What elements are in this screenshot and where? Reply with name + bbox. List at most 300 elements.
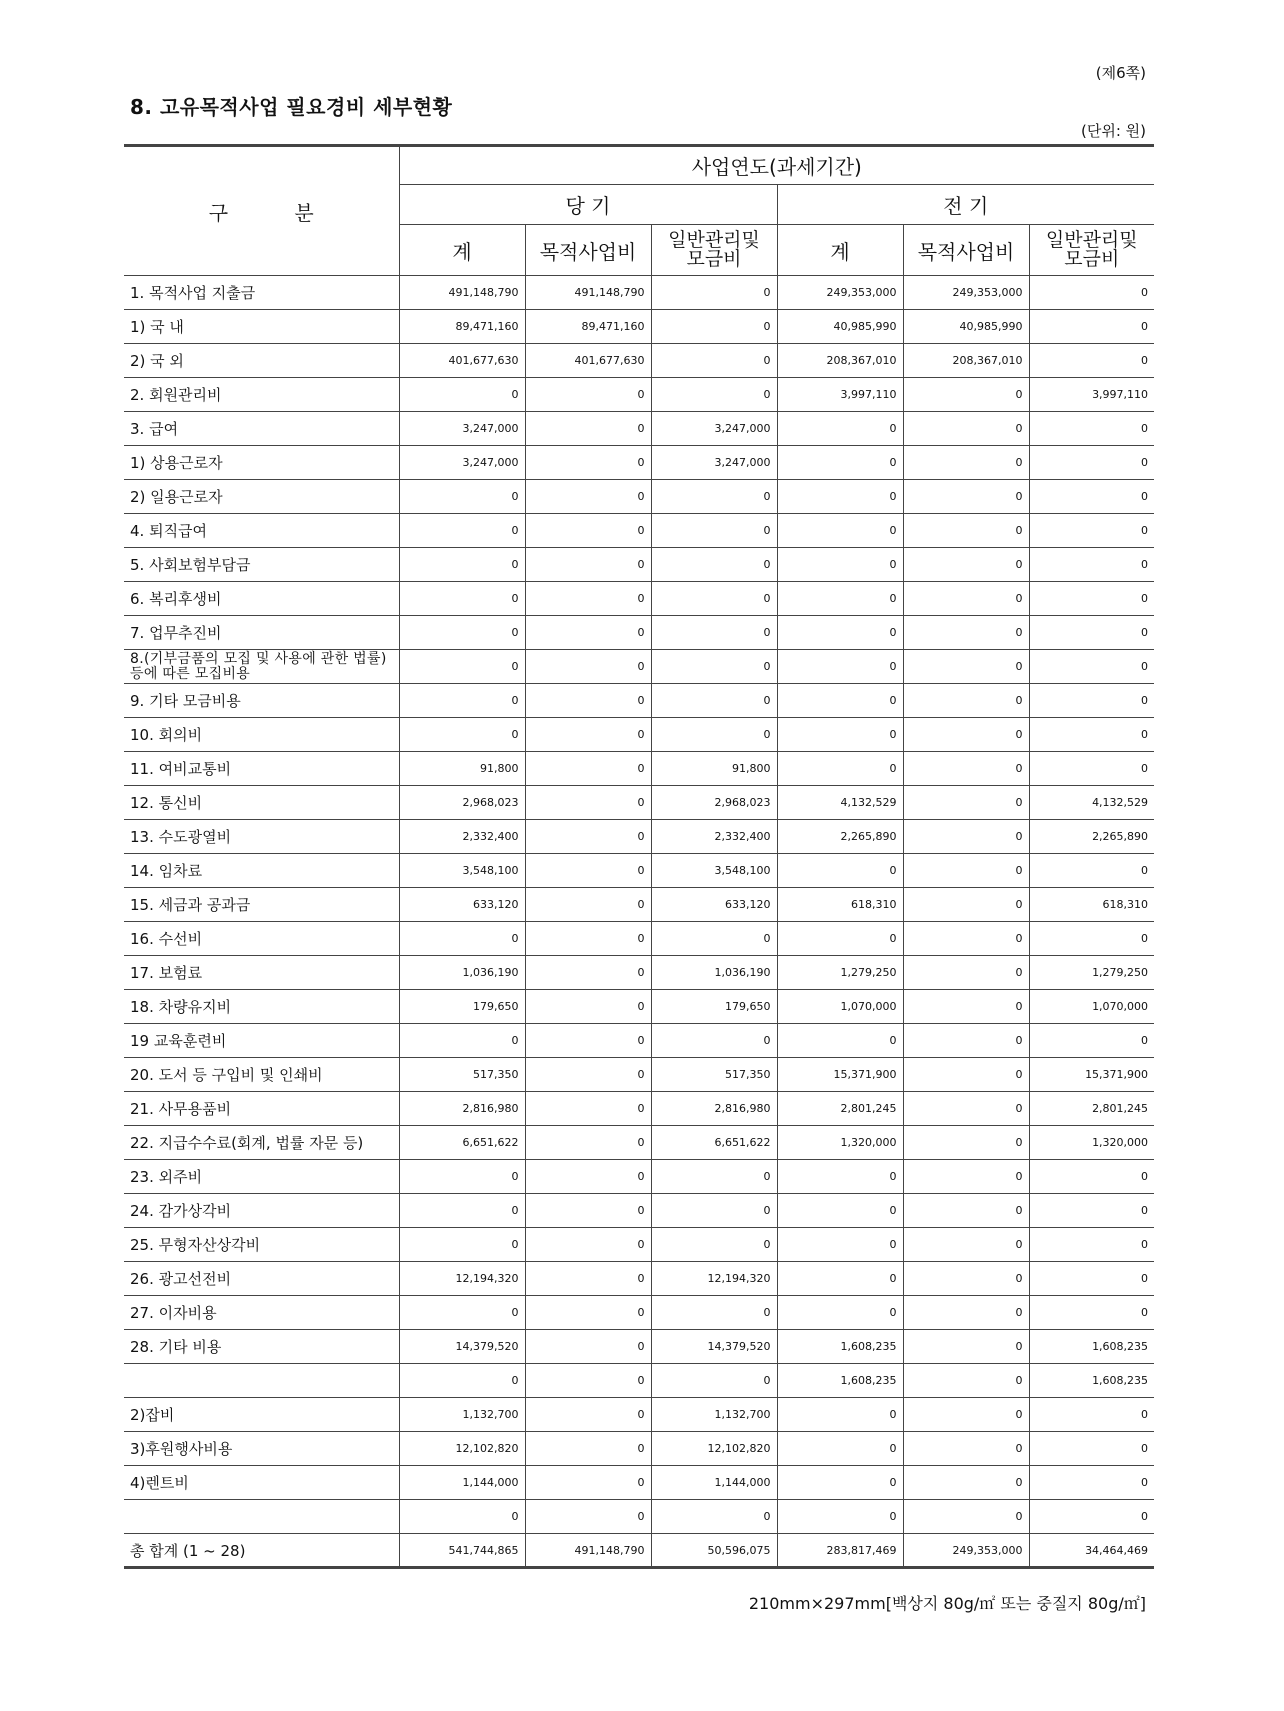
row-value: 0: [651, 378, 777, 412]
row-value: 0: [1029, 276, 1154, 310]
table-row: [124, 616, 1154, 650]
row-value: 0: [777, 752, 903, 786]
row-value: 0: [525, 1262, 651, 1296]
row-value: 0: [903, 1398, 1029, 1432]
row-value: 0: [777, 1296, 903, 1330]
row-value: 401,677,630: [399, 344, 525, 378]
row-value: 0: [903, 718, 1029, 752]
row-value: 0: [1029, 514, 1154, 548]
row-value: 50,596,075: [651, 1534, 777, 1568]
row-value: 0: [1029, 446, 1154, 480]
page-title: 8. 고유목적사업 필요경비 세부현황: [130, 95, 453, 119]
previous-period-header: 전 기: [777, 185, 1154, 225]
row-value: 541,744,865: [399, 1534, 525, 1568]
row-value: 0: [651, 514, 777, 548]
row-value: 0: [1029, 1262, 1154, 1296]
row-label: 26. 광고선전비: [124, 1262, 399, 1296]
row-value: 0: [399, 1024, 525, 1058]
table-row: [124, 1228, 1154, 1262]
table-row: [124, 412, 1154, 446]
table-row: [124, 1194, 1154, 1228]
row-value: 0: [777, 616, 903, 650]
row-value: 1,608,235: [1029, 1330, 1154, 1364]
row-value: 0: [651, 310, 777, 344]
row-value: 0: [651, 1160, 777, 1194]
row-value: 0: [903, 1432, 1029, 1466]
row-value: 0: [525, 922, 651, 956]
row-value: 2,265,890: [1029, 820, 1154, 854]
row-value: 0: [399, 1228, 525, 1262]
row-label: 23. 외주비: [124, 1160, 399, 1194]
table-row: [124, 786, 1154, 820]
row-value: 0: [1029, 684, 1154, 718]
table-row: [124, 922, 1154, 956]
row-value: 0: [777, 446, 903, 480]
row-value: 1,036,190: [399, 956, 525, 990]
table-row: [124, 1466, 1154, 1500]
row-value: 12,102,820: [399, 1432, 525, 1466]
row-value: 0: [525, 1500, 651, 1534]
expense-table: [124, 144, 1154, 1569]
row-value: 0: [399, 378, 525, 412]
row-value: 0: [1029, 344, 1154, 378]
row-value: 0: [525, 1024, 651, 1058]
row-label: 15. 세금과 공과금: [124, 888, 399, 922]
row-label: 20. 도서 등 구입비 및 인쇄비: [124, 1058, 399, 1092]
row-value: 0: [525, 548, 651, 582]
table-row: [124, 514, 1154, 548]
row-value: 0: [651, 548, 777, 582]
row-value: 0: [399, 1194, 525, 1228]
row-value: 0: [1029, 1194, 1154, 1228]
row-label: 8.(기부금품의 모집 및 사용에 관한 법률) 등에 따른 모집비용: [124, 650, 399, 684]
row-value: 0: [525, 1058, 651, 1092]
table-row: [124, 718, 1154, 752]
col-purpose-previous: 목적사업비: [903, 225, 1029, 276]
row-value: 0: [1029, 1398, 1154, 1432]
table-row: [124, 1296, 1154, 1330]
row-value: 0: [525, 888, 651, 922]
row-value: 0: [903, 548, 1029, 582]
row-value: 2,968,023: [651, 786, 777, 820]
row-value: 0: [525, 786, 651, 820]
row-value: 0: [1029, 1160, 1154, 1194]
row-value: 0: [525, 446, 651, 480]
row-label: 6. 복리후생비: [124, 582, 399, 616]
row-value: 0: [1029, 718, 1154, 752]
row-value: 89,471,160: [525, 310, 651, 344]
col-total-previous: 계: [777, 225, 903, 276]
row-value: 1,144,000: [399, 1466, 525, 1500]
row-value: 0: [525, 480, 651, 514]
row-value: 0: [651, 1364, 777, 1398]
row-value: 0: [777, 412, 903, 446]
row-value: 40,985,990: [777, 310, 903, 344]
row-value: 0: [903, 514, 1029, 548]
row-value: 0: [903, 854, 1029, 888]
row-value: 1,279,250: [1029, 956, 1154, 990]
row-value: 91,800: [399, 752, 525, 786]
row-value: 0: [525, 1364, 651, 1398]
row-value: 0: [399, 1364, 525, 1398]
row-value: 0: [651, 480, 777, 514]
row-value: 0: [399, 514, 525, 548]
row-value: 0: [525, 1432, 651, 1466]
row-value: 0: [903, 752, 1029, 786]
row-value: 0: [651, 582, 777, 616]
row-value: 3,548,100: [651, 854, 777, 888]
row-value: 0: [1029, 310, 1154, 344]
row-value: 1,132,700: [651, 1398, 777, 1432]
row-value: 633,120: [399, 888, 525, 922]
fiscal-year-header: 사업연도(과세기간): [399, 146, 1154, 185]
page-number: (제6쪽): [1095, 64, 1146, 82]
row-value: 0: [903, 1126, 1029, 1160]
row-label: 12. 통신비: [124, 786, 399, 820]
row-value: 0: [903, 1296, 1029, 1330]
row-value: 0: [525, 990, 651, 1024]
row-value: 1,036,190: [651, 956, 777, 990]
row-label: 17. 보험료: [124, 956, 399, 990]
row-value: 0: [777, 922, 903, 956]
row-value: 0: [903, 684, 1029, 718]
row-value: 0: [525, 956, 651, 990]
table-row: [124, 310, 1154, 344]
row-value: 3,997,110: [1029, 378, 1154, 412]
row-value: 14,379,520: [399, 1330, 525, 1364]
row-value: 0: [1029, 922, 1154, 956]
row-label: 22. 지급수수료(회계, 법률 자문 등): [124, 1126, 399, 1160]
row-value: 0: [651, 276, 777, 310]
row-label: 총 합계 (1 ~ 28): [124, 1534, 399, 1568]
row-value: 0: [1029, 412, 1154, 446]
row-value: 0: [903, 616, 1029, 650]
row-value: 0: [399, 582, 525, 616]
row-label: 4)렌트비: [124, 1466, 399, 1500]
row-label: 21. 사무용품비: [124, 1092, 399, 1126]
row-value: 0: [777, 1500, 903, 1534]
row-value: 0: [525, 582, 651, 616]
row-value: 40,985,990: [903, 310, 1029, 344]
row-value: 0: [525, 854, 651, 888]
row-label: 3)후원행사비용: [124, 1432, 399, 1466]
row-value: 0: [399, 684, 525, 718]
category-header: 구 분: [124, 146, 399, 276]
table-row: [124, 378, 1154, 412]
table-row: [124, 446, 1154, 480]
row-value: 0: [777, 548, 903, 582]
row-value: 0: [777, 650, 903, 684]
row-value: 91,800: [651, 752, 777, 786]
table-row: [124, 1058, 1154, 1092]
row-value: 1,320,000: [777, 1126, 903, 1160]
row-value: 0: [651, 344, 777, 378]
col-general-current: 일반관리및 모금비: [651, 225, 777, 276]
row-value: 0: [399, 922, 525, 956]
row-value: 0: [525, 684, 651, 718]
row-value: 0: [1029, 1296, 1154, 1330]
row-value: 0: [651, 1024, 777, 1058]
table-row: [124, 1398, 1154, 1432]
row-value: 89,471,160: [399, 310, 525, 344]
row-value: 0: [525, 820, 651, 854]
row-value: 633,120: [651, 888, 777, 922]
row-value: 0: [651, 1194, 777, 1228]
table-row: [124, 1500, 1154, 1534]
table-row: [124, 990, 1154, 1024]
row-value: 1,070,000: [777, 990, 903, 1024]
row-value: 0: [525, 412, 651, 446]
table-row: [124, 548, 1154, 582]
row-value: 0: [903, 1092, 1029, 1126]
row-label: 2)잡비: [124, 1398, 399, 1432]
row-value: 0: [903, 888, 1029, 922]
row-label: 10. 회의비: [124, 718, 399, 752]
row-value: 0: [777, 514, 903, 548]
row-value: 0: [525, 1228, 651, 1262]
row-value: 0: [777, 1160, 903, 1194]
row-value: 0: [903, 1364, 1029, 1398]
row-value: 0: [903, 412, 1029, 446]
row-value: 0: [1029, 582, 1154, 616]
row-value: 0: [903, 786, 1029, 820]
row-value: 0: [903, 446, 1029, 480]
table-row: [124, 752, 1154, 786]
row-value: 0: [651, 718, 777, 752]
row-value: 0: [1029, 548, 1154, 582]
row-label: 14. 임차료: [124, 854, 399, 888]
row-label: 1) 상용근로자: [124, 446, 399, 480]
table-row: [124, 480, 1154, 514]
row-label: 4. 퇴직급여: [124, 514, 399, 548]
row-label: 1) 국 내: [124, 310, 399, 344]
row-value: 0: [903, 1500, 1029, 1534]
row-label: 3. 급여: [124, 412, 399, 446]
row-value: 3,247,000: [651, 446, 777, 480]
table-row: [124, 650, 1154, 684]
row-value: 0: [903, 480, 1029, 514]
row-value: 0: [903, 650, 1029, 684]
row-value: 0: [1029, 480, 1154, 514]
row-value: 249,353,000: [903, 1534, 1029, 1568]
row-label: 11. 여비교통비: [124, 752, 399, 786]
row-value: 491,148,790: [525, 276, 651, 310]
row-value: 0: [777, 1228, 903, 1262]
row-label: 5. 사회보험부담금: [124, 548, 399, 582]
row-value: 0: [777, 854, 903, 888]
row-value: 0: [777, 684, 903, 718]
table-row: [124, 1262, 1154, 1296]
row-value: 2,332,400: [399, 820, 525, 854]
table-row: [124, 1534, 1154, 1568]
row-value: 0: [903, 1160, 1029, 1194]
row-value: 12,194,320: [651, 1262, 777, 1296]
table-row: [124, 1024, 1154, 1058]
row-label: 2. 회원관리비: [124, 378, 399, 412]
row-value: 401,677,630: [525, 344, 651, 378]
row-value: 0: [525, 1296, 651, 1330]
col-total-current: 계: [399, 225, 525, 276]
table-row: [124, 854, 1154, 888]
row-value: 1,144,000: [651, 1466, 777, 1500]
row-value: 0: [1029, 650, 1154, 684]
row-value: 3,548,100: [399, 854, 525, 888]
row-value: 0: [903, 582, 1029, 616]
row-value: 4,132,529: [777, 786, 903, 820]
row-value: 0: [1029, 752, 1154, 786]
row-value: 0: [777, 1194, 903, 1228]
row-value: 0: [777, 1262, 903, 1296]
row-value: 0: [777, 1398, 903, 1432]
row-value: 179,650: [651, 990, 777, 1024]
row-value: 0: [525, 1126, 651, 1160]
row-value: 15,371,900: [1029, 1058, 1154, 1092]
row-value: 179,650: [399, 990, 525, 1024]
row-label: 19 교육훈련비: [124, 1024, 399, 1058]
table-row: [124, 1092, 1154, 1126]
row-label: 2) 국 외: [124, 344, 399, 378]
row-value: 0: [651, 1228, 777, 1262]
row-value: 0: [903, 1262, 1029, 1296]
row-value: 14,379,520: [651, 1330, 777, 1364]
row-label: 18. 차량유지비: [124, 990, 399, 1024]
row-value: 208,367,010: [903, 344, 1029, 378]
row-value: 0: [903, 1058, 1029, 1092]
row-value: 0: [651, 650, 777, 684]
row-value: 3,247,000: [651, 412, 777, 446]
row-value: 1,320,000: [1029, 1126, 1154, 1160]
row-value: 3,247,000: [399, 446, 525, 480]
row-value: 0: [1029, 1500, 1154, 1534]
row-value: 0: [399, 650, 525, 684]
row-value: 0: [399, 1160, 525, 1194]
unit-label: (단위: 원): [1081, 122, 1146, 140]
row-value: 2,816,980: [399, 1092, 525, 1126]
row-value: 0: [777, 1432, 903, 1466]
row-value: 0: [903, 956, 1029, 990]
row-value: 0: [525, 1398, 651, 1432]
row-value: 618,310: [1029, 888, 1154, 922]
row-value: 0: [525, 514, 651, 548]
row-value: 0: [525, 1160, 651, 1194]
row-value: 0: [651, 684, 777, 718]
row-value: 0: [1029, 854, 1154, 888]
row-value: 0: [399, 1296, 525, 1330]
col-general-previous: 일반관리및 모금비: [1029, 225, 1154, 276]
row-value: 0: [777, 480, 903, 514]
row-value: 0: [399, 480, 525, 514]
paper-spec-footer: 210mm×297mm[백상지 80g/㎡ 또는 중질지 80g/㎡]: [748, 1594, 1146, 1613]
table-row: [124, 1126, 1154, 1160]
row-value: 4,132,529: [1029, 786, 1154, 820]
row-value: 0: [903, 820, 1029, 854]
row-label: 2) 일용근로자: [124, 480, 399, 514]
row-label: [124, 1364, 399, 1398]
row-value: 12,102,820: [651, 1432, 777, 1466]
row-value: 208,367,010: [777, 344, 903, 378]
row-value: 0: [525, 752, 651, 786]
row-value: 0: [651, 1296, 777, 1330]
col-purpose-current: 목적사업비: [525, 225, 651, 276]
row-value: 0: [651, 922, 777, 956]
row-value: 34,464,469: [1029, 1534, 1154, 1568]
row-value: 2,801,245: [1029, 1092, 1154, 1126]
row-value: 517,350: [651, 1058, 777, 1092]
table-row: [124, 1432, 1154, 1466]
row-value: 1,608,235: [777, 1364, 903, 1398]
row-value: 517,350: [399, 1058, 525, 1092]
row-label: 25. 무형자산상각비: [124, 1228, 399, 1262]
row-value: 0: [903, 990, 1029, 1024]
row-value: 491,148,790: [399, 276, 525, 310]
row-label: 1. 목적사업 지출금: [124, 276, 399, 310]
row-value: 3,997,110: [777, 378, 903, 412]
row-value: 249,353,000: [777, 276, 903, 310]
row-value: 0: [1029, 1228, 1154, 1262]
row-value: 0: [525, 378, 651, 412]
row-value: 1,070,000: [1029, 990, 1154, 1024]
row-value: 0: [903, 1194, 1029, 1228]
row-value: 3,247,000: [399, 412, 525, 446]
row-value: 283,817,469: [777, 1534, 903, 1568]
row-value: 0: [777, 718, 903, 752]
row-label: 7. 업무추진비: [124, 616, 399, 650]
table-row: [124, 276, 1154, 310]
row-value: 0: [903, 922, 1029, 956]
row-value: 0: [525, 718, 651, 752]
table-body: [124, 276, 1154, 1568]
row-label: 9. 기타 모금비용: [124, 684, 399, 718]
row-value: 249,353,000: [903, 276, 1029, 310]
row-value: 0: [399, 718, 525, 752]
row-value: 0: [525, 1330, 651, 1364]
row-value: 1,608,235: [1029, 1364, 1154, 1398]
row-value: 0: [525, 1466, 651, 1500]
row-label: [124, 1500, 399, 1534]
row-value: 0: [399, 616, 525, 650]
row-value: 0: [1029, 1024, 1154, 1058]
table-row: [124, 344, 1154, 378]
row-value: 491,148,790: [525, 1534, 651, 1568]
row-value: 15,371,900: [777, 1058, 903, 1092]
row-value: 0: [399, 548, 525, 582]
row-value: 12,194,320: [399, 1262, 525, 1296]
row-value: 0: [777, 582, 903, 616]
table-row: [124, 888, 1154, 922]
row-value: 0: [1029, 1432, 1154, 1466]
row-value: 6,651,622: [651, 1126, 777, 1160]
row-value: 1,132,700: [399, 1398, 525, 1432]
row-value: 0: [777, 1024, 903, 1058]
current-period-header: 당 기: [399, 185, 777, 225]
row-value: 0: [525, 650, 651, 684]
row-value: 2,801,245: [777, 1092, 903, 1126]
row-value: 2,968,023: [399, 786, 525, 820]
table-row: [124, 684, 1154, 718]
row-value: 1,608,235: [777, 1330, 903, 1364]
row-value: 2,265,890: [777, 820, 903, 854]
table-row: [124, 956, 1154, 990]
row-value: 0: [399, 1500, 525, 1534]
table-row: [124, 582, 1154, 616]
row-value: 0: [903, 1024, 1029, 1058]
row-value: 2,332,400: [651, 820, 777, 854]
row-value: 0: [1029, 616, 1154, 650]
row-value: 0: [651, 1500, 777, 1534]
row-value: 0: [525, 1092, 651, 1126]
table-row: [124, 1160, 1154, 1194]
row-label: 28. 기타 비용: [124, 1330, 399, 1364]
